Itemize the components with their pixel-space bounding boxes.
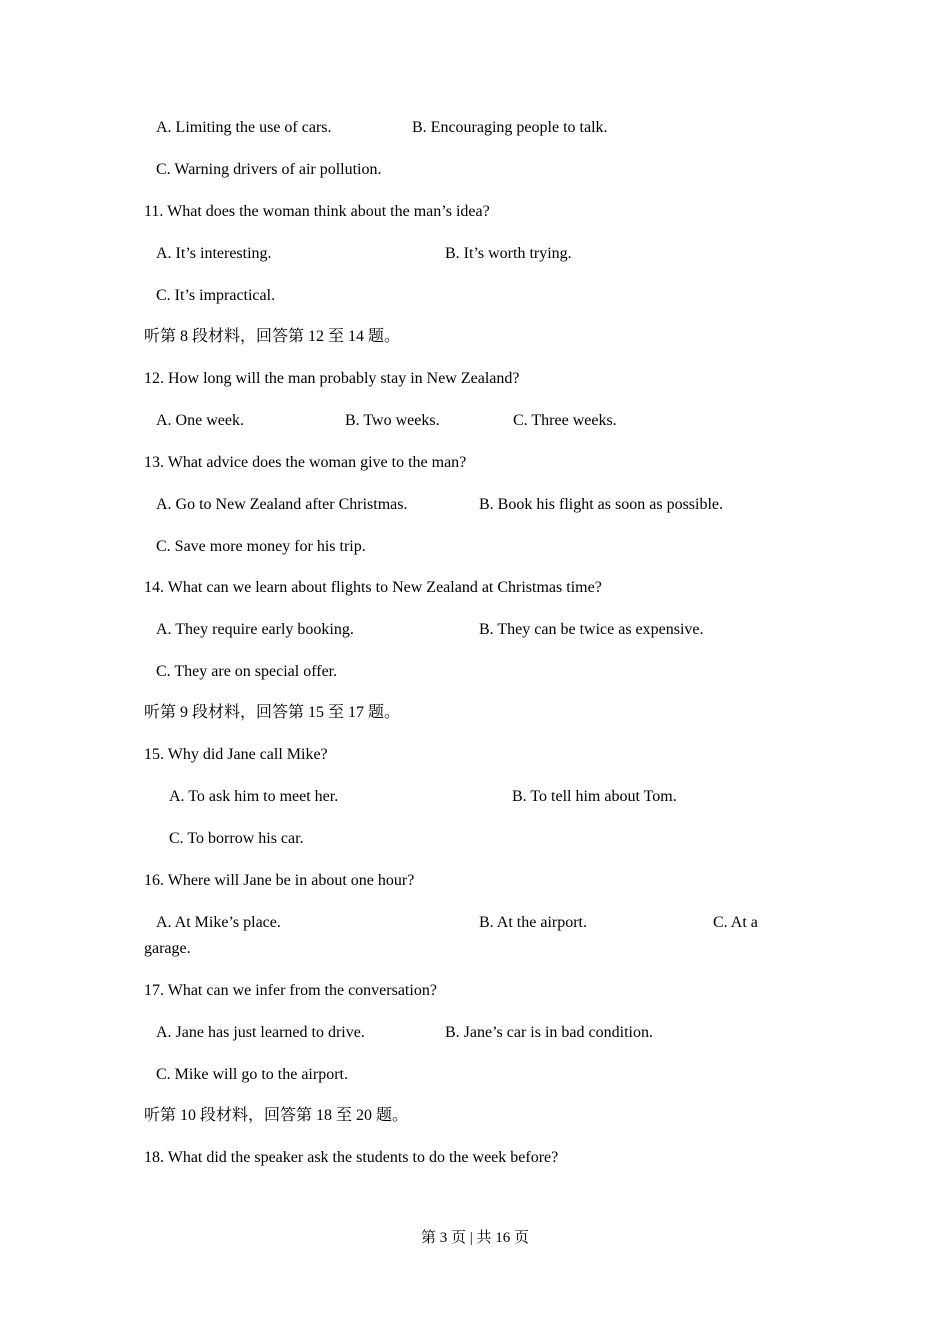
q16-option-b: B. At the airport. <box>479 914 587 931</box>
q16-option-a: A. At Mike’s place. <box>156 914 281 931</box>
q15-option-b: B. To tell him about Tom. <box>512 788 677 805</box>
q17-question: 17. What can we infer from the conversation? <box>144 982 437 999</box>
q16-option-c: C. At a <box>713 914 758 931</box>
q10-option-b: B. Encouraging people to talk. <box>412 119 608 136</box>
q11-option-b: B. It’s worth trying. <box>445 245 572 262</box>
q14-question: 14. What can we learn about flights to New Zealand at Christmas time? <box>144 579 602 596</box>
q11-question: 11. What does the woman think about the man’s idea? <box>144 203 490 220</box>
q15-option-a: A. To ask him to meet her. <box>169 788 339 805</box>
section-10-heading: 听第 10 段材料，回答第 18 至 20 题。 <box>144 1107 409 1124</box>
q16-question: 16. Where will Jane be in about one hour? <box>144 872 415 889</box>
q17-option-a: A. Jane has just learned to drive. <box>156 1024 365 1041</box>
q13-question: 13. What advice does the woman give to the man? <box>144 454 467 471</box>
q12-option-a: A. One week. <box>156 412 244 429</box>
q17-option-b: B. Jane’s car is in bad condition. <box>445 1024 653 1041</box>
section-8-heading: 听第 8 段材料，回答第 12 至 14 题。 <box>144 328 401 345</box>
q13-option-a: A. Go to New Zealand after Christmas. <box>156 496 408 513</box>
q11-option-a: A. It’s interesting. <box>156 245 272 262</box>
page-footer: 第 3 页 | 共 16 页 <box>420 1230 529 1246</box>
q12-question: 12. How long will the man probably stay in New Zealand? <box>144 370 520 387</box>
q16-option-c-continued: garage. <box>144 940 191 957</box>
q14-option-a: A. They require early booking. <box>156 621 354 638</box>
q10-option-a: A. Limiting the use of cars. <box>156 119 332 136</box>
q11-option-c: C. It’s impractical. <box>156 287 276 304</box>
q17-option-c: C. Mike will go to the airport. <box>156 1066 348 1083</box>
q13-option-c: C. Save more money for his trip. <box>156 538 366 555</box>
q15-option-c: C. To borrow his car. <box>169 830 304 847</box>
q18-question: 18. What did the speaker ask the students to do the week before? <box>144 1149 559 1166</box>
q14-option-b: B. They can be twice as expensive. <box>479 621 704 638</box>
q14-option-c: C. They are on special offer. <box>156 663 338 680</box>
section-9-heading: 听第 9 段材料，回答第 15 至 17 题。 <box>144 704 401 721</box>
q12-option-b: B. Two weeks. <box>345 412 440 429</box>
q13-option-b: B. Book his flight as soon as possible. <box>479 496 724 513</box>
q15-question: 15. Why did Jane call Mike? <box>144 746 328 763</box>
q12-option-c: C. Three weeks. <box>513 412 617 429</box>
q10-option-c: C. Warning drivers of air pollution. <box>156 161 382 178</box>
